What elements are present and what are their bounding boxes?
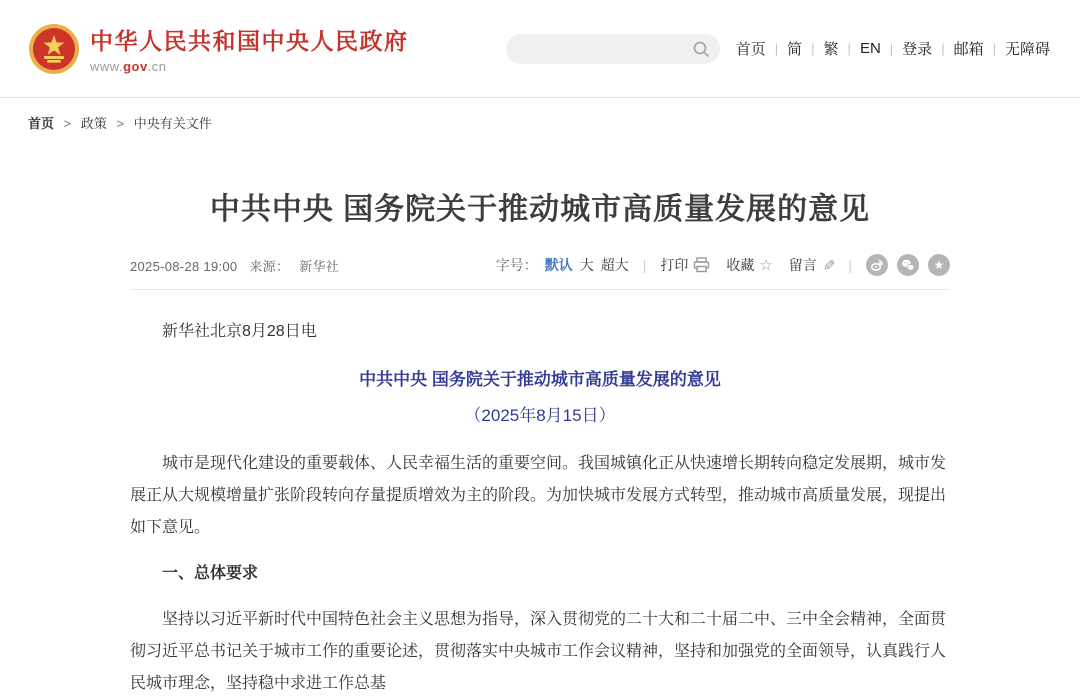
article-toolbar [496,254,950,276]
brand-url-www: www. [90,59,124,74]
search-icon[interactable] [692,40,710,58]
site-brand[interactable] [28,23,409,75]
source-value[interactable]: 新华社 [299,258,340,274]
dateline: 新华社北京8月28日电 [162,323,317,340]
pencil-icon [822,256,835,274]
nav-item-home[interactable]: 首页 [735,41,766,58]
breadcrumb-policy[interactable]: 政策 [80,116,107,131]
national-emblem-icon [28,23,80,75]
paragraph: 坚持以习近平新时代中国特色社会主义思想为指导，深入贯彻党的二十大和二十届二中、三中全会精神，全面贯彻习近平总书记关于城市工作的重要论述，贯彻落实中央城市工作会议精神，坚持和加强党的全面领导，认真践行人民城市理念，坚持稳中求进工作总基 [130,611,947,692]
brand-title: 中华人民共和国中央人民政府 [90,28,409,54]
site-header [0,0,1080,98]
star-icon [759,256,772,274]
nav-separator: | [847,41,851,56]
source-label: 来源： [249,258,290,274]
document-date: （2025年8月15日） [464,406,616,425]
document-title: 中共中央 国务院关于推动城市高质量发展的意见 [359,370,721,389]
brand-url [90,59,409,74]
nav-item-english[interactable]: EN [859,40,881,57]
weibo-icon[interactable] [866,254,888,276]
font-size-label: 字号： [495,257,538,273]
favorite-button[interactable] [726,255,772,275]
publish-time: 2025-08-28 19:00 [130,258,238,274]
search-box[interactable] [506,34,720,64]
nav-separator: | [774,41,779,56]
nav-item-simplified[interactable]: 简 [787,41,803,58]
nav-separator: | [992,41,996,56]
nav-separator: | [811,41,815,56]
header-right [506,34,1050,64]
nav-item-mail[interactable]: 邮箱 [953,41,984,58]
breadcrumb-central-documents[interactable]: 中央有关文件 [133,116,212,131]
article-meta-left [130,256,339,275]
article-meta-row [130,254,950,276]
font-size-default[interactable]: 默认 [544,257,573,273]
print-label: 打印 [660,257,689,273]
toolbar-divider: | [642,257,647,273]
favorite-label: 收藏 [726,257,755,273]
search-input[interactable] [520,41,692,56]
paragraph: 城市是现代化建设的重要载体、人民幸福生活的重要空间。我国城镇化正从快速增长期转向稳定发展期，城市发展正从大规模增量扩张阶段转向存量提质增效为主的阶段。为加快城市发展方式转型，推动城市高质量发展，现提出如下意见。 [130,455,947,536]
section-heading: 一、总体要求 [162,565,259,582]
brand-url-cn: .cn [147,59,167,74]
header-nav [736,38,1050,59]
comment-label: 留言 [788,257,817,273]
nav-item-traditional[interactable]: 繁 [823,41,839,58]
breadcrumb-separator: > [63,116,72,131]
page-title: 中共中央 国务院关于推动城市高质量发展的意见 [209,193,871,226]
breadcrumb [0,98,1080,144]
nav-item-accessibility[interactable]: 无障碍 [1004,41,1050,58]
nav-item-login[interactable]: 登录 [902,41,933,58]
wechat-icon[interactable] [897,254,919,276]
article-body [130,290,950,700]
nav-separator: | [889,41,894,56]
brand-url-gov: gov [123,59,148,74]
toolbar-divider: | [848,257,852,273]
font-size-xlarge[interactable]: 超大 [600,257,629,273]
brand-text [90,23,409,74]
share-group [866,254,950,276]
article-page [130,184,950,700]
print-button[interactable] [660,255,710,275]
breadcrumb-home[interactable]: 首页 [28,116,55,131]
breadcrumb-separator: > [116,116,125,131]
font-size-large[interactable]: 大 [579,257,594,273]
star-circle-icon[interactable] [928,254,950,276]
printer-icon [693,257,710,273]
nav-separator: | [941,41,945,56]
star-glyph: ★ [933,258,945,272]
comment-button[interactable] [789,255,835,275]
